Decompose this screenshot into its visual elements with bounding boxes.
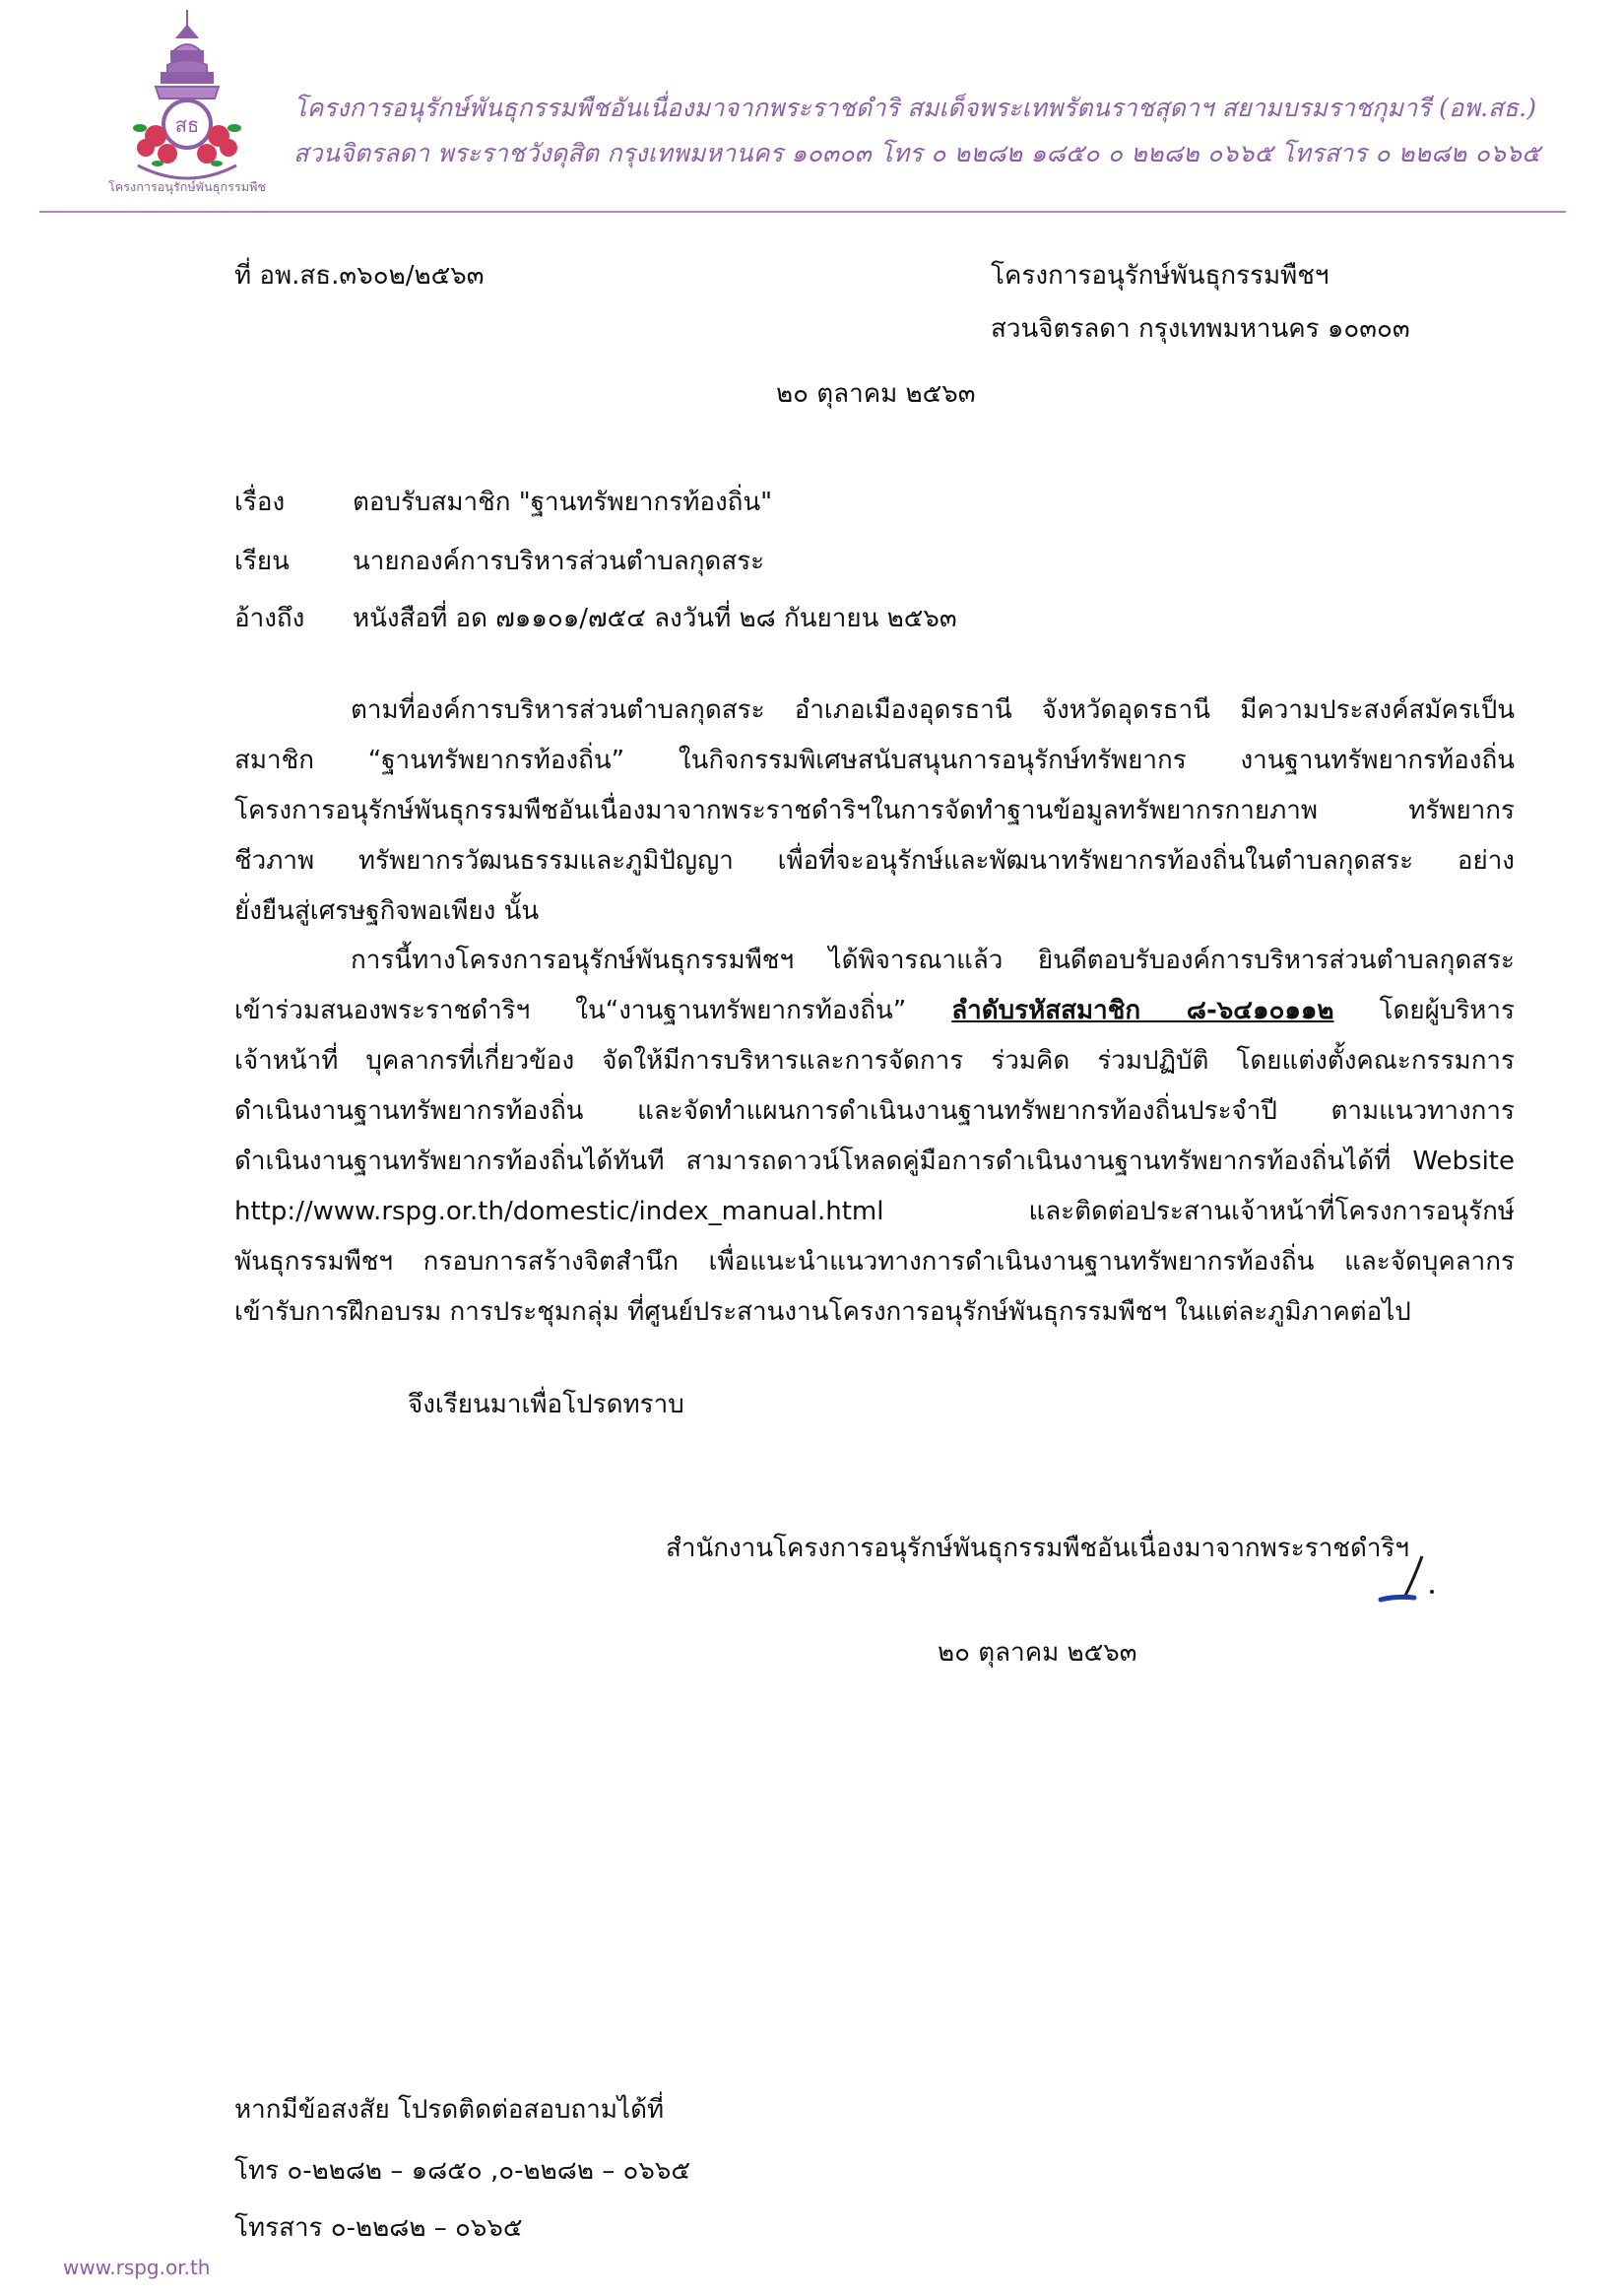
recipient-label: เรียน	[234, 547, 290, 576]
subject-label: เรื่อง	[234, 488, 286, 517]
member-code: ลำดับรหัสสมาชิก ๘-๖๔๑๐๑๑๒	[951, 996, 1334, 1025]
body-paragraph-2	[234, 936, 1515, 1338]
letterhead-line-1: โครงการอนุรักษ์พันธุกรรมพืชอันเนื่องมาจากพระราชดําริ สมเด็จพระเทพรัตนราชสุดาฯ สยามบรมราชกุมารี (อพ.สธ.)	[293, 94, 1537, 122]
closing-phrase: จึงเรียนมาเพื่อโปรดทราบ	[408, 1390, 684, 1419]
sender-office-address: สวนจิตรลดา กรุงเทพมหานคร ๑๐๓๐๓	[991, 314, 1410, 344]
body-paragraph-1	[234, 686, 1515, 937]
contact-intro: หากมีข้อสงสัย โปรดติดต่อสอบถามได้ที่	[234, 2095, 665, 2125]
body-line: ดำเนินงานฐานทรัพยากรท้องถิ่นได้ทันที สามารถดาวน์โหลดคู่มือการดำเนินงานฐานทรัพยากรท้องถิ่นได้ที่ Website	[234, 1147, 1515, 1176]
letterhead-line-2: สวนจิตรลดา พระราชวังดุสิต กรุงเทพมหานคร ๑๐๓๐๓ โทร ๐ ๒๒๘๒ ๑๘๕๐ ๐ ๒๒๘๒ ๐๖๖๕ โทรสาร ๐ ๒๒๘๒ ๐๖๖๕	[293, 139, 1541, 167]
sender-office-name: โครงการอนุรักษ์พันธุกรรมพืชฯ	[991, 261, 1329, 291]
body-line: เจ้าหน้าที่ บุคลากรที่เกี่ยวข้อง จัดให้มีการบริหารและการจัดการ ร่วมคิด ร่วมปฏิบัติ โดยแต่งตั้งคณะกรรมการ	[234, 1046, 1515, 1076]
rspg-emblem-logo	[98, 8, 276, 205]
body-line: ตามที่องค์การบริหารส่วนตำบลกุดสระ อำเภอเมืองอุดรธานี จังหวัดอุดรธานี มีความประสงค์สมัครเป็น	[351, 695, 1515, 725]
body-text: โดยผู้บริหาร	[1333, 996, 1515, 1025]
signature-date: ๒๐ ตุลาคม ๒๕๖๓	[938, 1638, 1137, 1668]
signature-mark	[1375, 1550, 1454, 1609]
contact-phone: โทร ๐-๒๒๘๒ – ๑๘๕๐ ,๐-๒๒๘๒ – ๐๖๖๕	[234, 2156, 691, 2186]
body-line: ดำเนินงานฐานทรัพยากรท้องถิ่น และจัดทำแผนการดำเนินงานฐานทรัพยากรท้องถิ่นประจำปี ตามแนวทางการ	[234, 1096, 1515, 1126]
subject-text: ตอบรับสมาชิก "ฐานทรัพยากรท้องถิ่น"	[353, 488, 773, 517]
body-text: เข้าร่วมสนองพระราชดำริฯ ใน“งานฐานทรัพยากรท้องถิ่น”	[234, 996, 952, 1025]
body-line: สมาชิก “ฐานทรัพยากรท้องถิ่น” ในกิจกรรมพิเศษสนับสนุนการอนุรักษ์ทรัพยากร งานฐานทรัพยากรท้องถิ่น	[234, 746, 1515, 775]
document-date: ๒๐ ตุลาคม ๒๕๖๓	[776, 379, 976, 409]
body-line: ยั่งยืนสู่เศรษฐกิจพอเพียง นั้น	[234, 896, 540, 926]
body-line: พันธุกรรมพืชฯ กรอบการสร้างจิตสำนึก เพื่อแนะนำแนวทางการดำเนินงานฐานทรัพยากรท้องถิ่น และจัดบุคลากร	[234, 1247, 1515, 1277]
reference-label: อ้างถึง	[234, 604, 305, 633]
letterhead-divider	[39, 211, 1566, 213]
body-line: ชีวภาพ ทรัพยากรวัฒนธรรมและภูมิปัญญา เพื่อที่จะอนุรักษ์และพัฒนาทรัพยากรท้องถิ่นในตำบลกุดสระ อย่าง	[234, 846, 1515, 876]
signatory-office: สำนักงานโครงการอนุรักษ์พันธุกรรมพืชอันเนื่องมาจากพระราชดำริฯ	[666, 1534, 1409, 1563]
document-reference-number: ที่ อพ.สธ.๓๖๐๒/๒๕๖๓	[234, 261, 485, 291]
website-footer: www.rspg.or.th	[63, 2256, 211, 2279]
manual-url-line: http://www.rspg.or.th/domestic/index_manual.html และติดต่อประสานเจ้าหน้าที่โครงการอนุรักษ์	[234, 1197, 1515, 1226]
body-line: การนี้ทางโครงการอนุรักษ์พันธุกรรมพืชฯ ได้พิจารณาแล้ว ยินดีตอบรับองค์การบริหารส่วนตำบลกุดสระ	[351, 946, 1515, 975]
recipient-text: นายกองค์การบริหารส่วนตำบลกุดสระ	[353, 547, 765, 576]
contact-fax: โทรสาร ๐-๒๒๘๒ – ๐๖๖๕	[234, 2213, 523, 2243]
body-line: เข้ารับการฝึกอบรม การประชุมกลุ่ม ที่ศูนย์ประสานงานโครงการอนุรักษ์พันธุกรรมพืชฯ ในแต่ละภูมิภาคต่อไป	[234, 1297, 1411, 1327]
body-line: โครงการอนุรักษ์พันธุกรรมพืชอันเนื่องมาจากพระราชดำริฯในการจัดทำฐานข้อมูลทรัพยากรกายภาพ ทรัพยากร	[234, 796, 1515, 825]
reference-text: หนังสือที่ อด ๗๑๑๐๑/๗๕๔ ลงวันที่ ๒๘ กันยายน ๒๕๖๓	[353, 604, 957, 633]
svg-text:สธ: สธ	[174, 113, 200, 137]
logo-caption: โครงการอนุรักษ์พันธุกรรมพืช	[108, 180, 258, 194]
body-line-member-code	[234, 986, 1515, 1036]
